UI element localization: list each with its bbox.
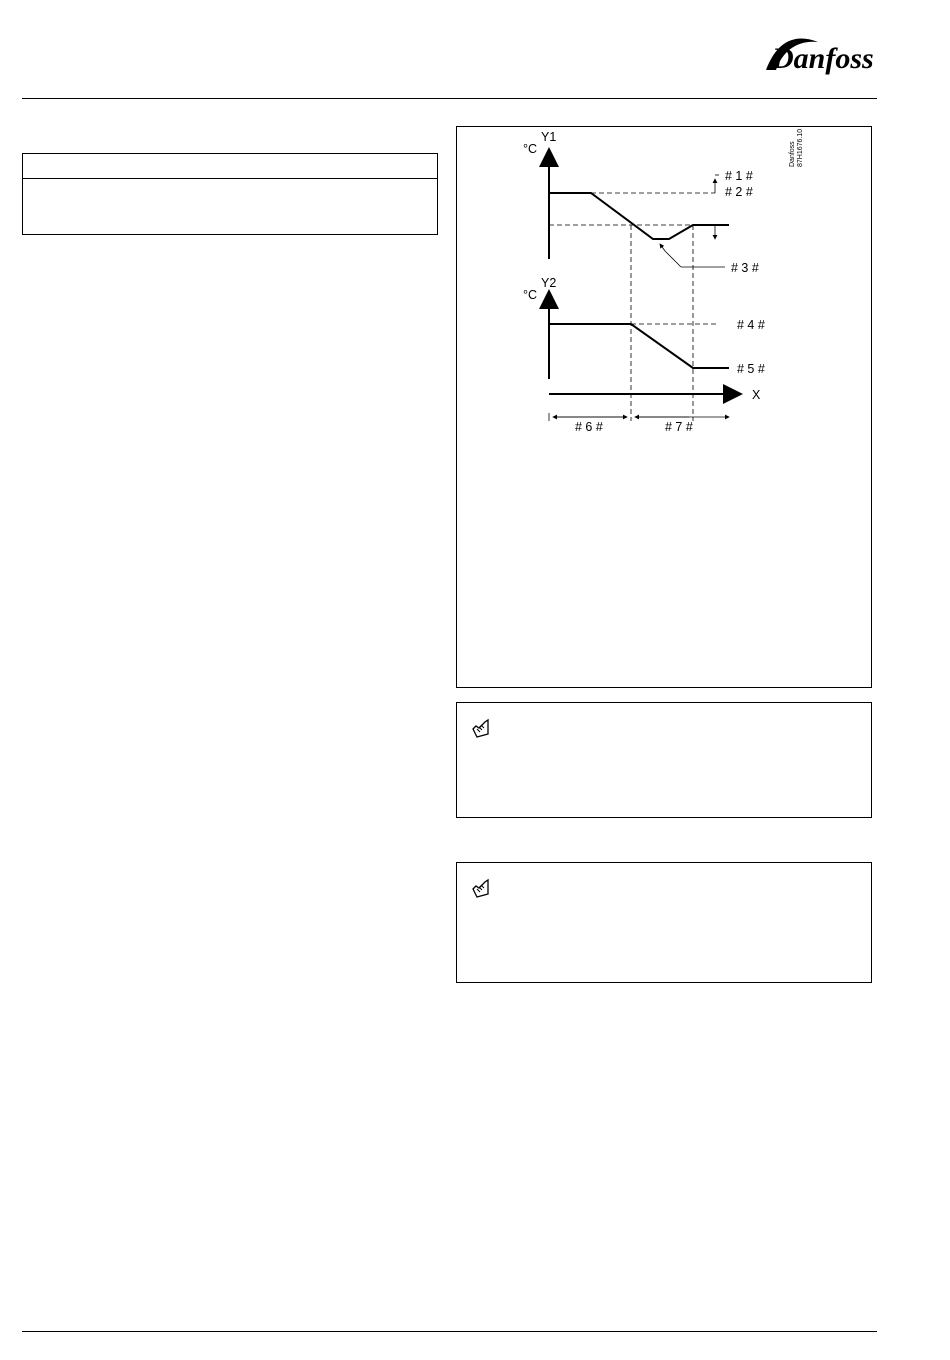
- label-6: # 6 #: [575, 420, 603, 434]
- danfoss-logo: [758, 30, 880, 80]
- figure-code-1: Danfoss: [789, 141, 796, 167]
- parameter-table: [22, 153, 438, 235]
- label-1: # 1 #: [725, 169, 753, 183]
- label-2: # 2 #: [725, 185, 753, 199]
- x-label: X: [752, 388, 761, 402]
- defrost-diagram: [456, 126, 872, 688]
- y1-unit: °C: [523, 142, 538, 156]
- table-header-row: [23, 154, 437, 179]
- label-3: # 3 #: [731, 261, 759, 275]
- label-4: # 4 #: [737, 318, 765, 332]
- label-7: # 7 #: [665, 420, 693, 434]
- y2-curve: [549, 324, 729, 368]
- note-box-1: [456, 702, 872, 818]
- y2-label: Y2: [541, 276, 557, 290]
- pointing-hand-icon: [469, 877, 493, 901]
- note-box-2: [456, 862, 872, 983]
- logo-text: Danfoss: [772, 42, 874, 75]
- header-divider: [22, 98, 877, 99]
- footer-divider: [22, 1331, 877, 1332]
- y1-label: Y1: [541, 130, 557, 144]
- pointing-hand-icon: [469, 717, 493, 741]
- y2-unit: °C: [523, 288, 538, 302]
- label-5: # 5 #: [737, 362, 765, 376]
- figure-code-2: 87H1676.10: [797, 128, 804, 167]
- y1-curve: [549, 193, 729, 239]
